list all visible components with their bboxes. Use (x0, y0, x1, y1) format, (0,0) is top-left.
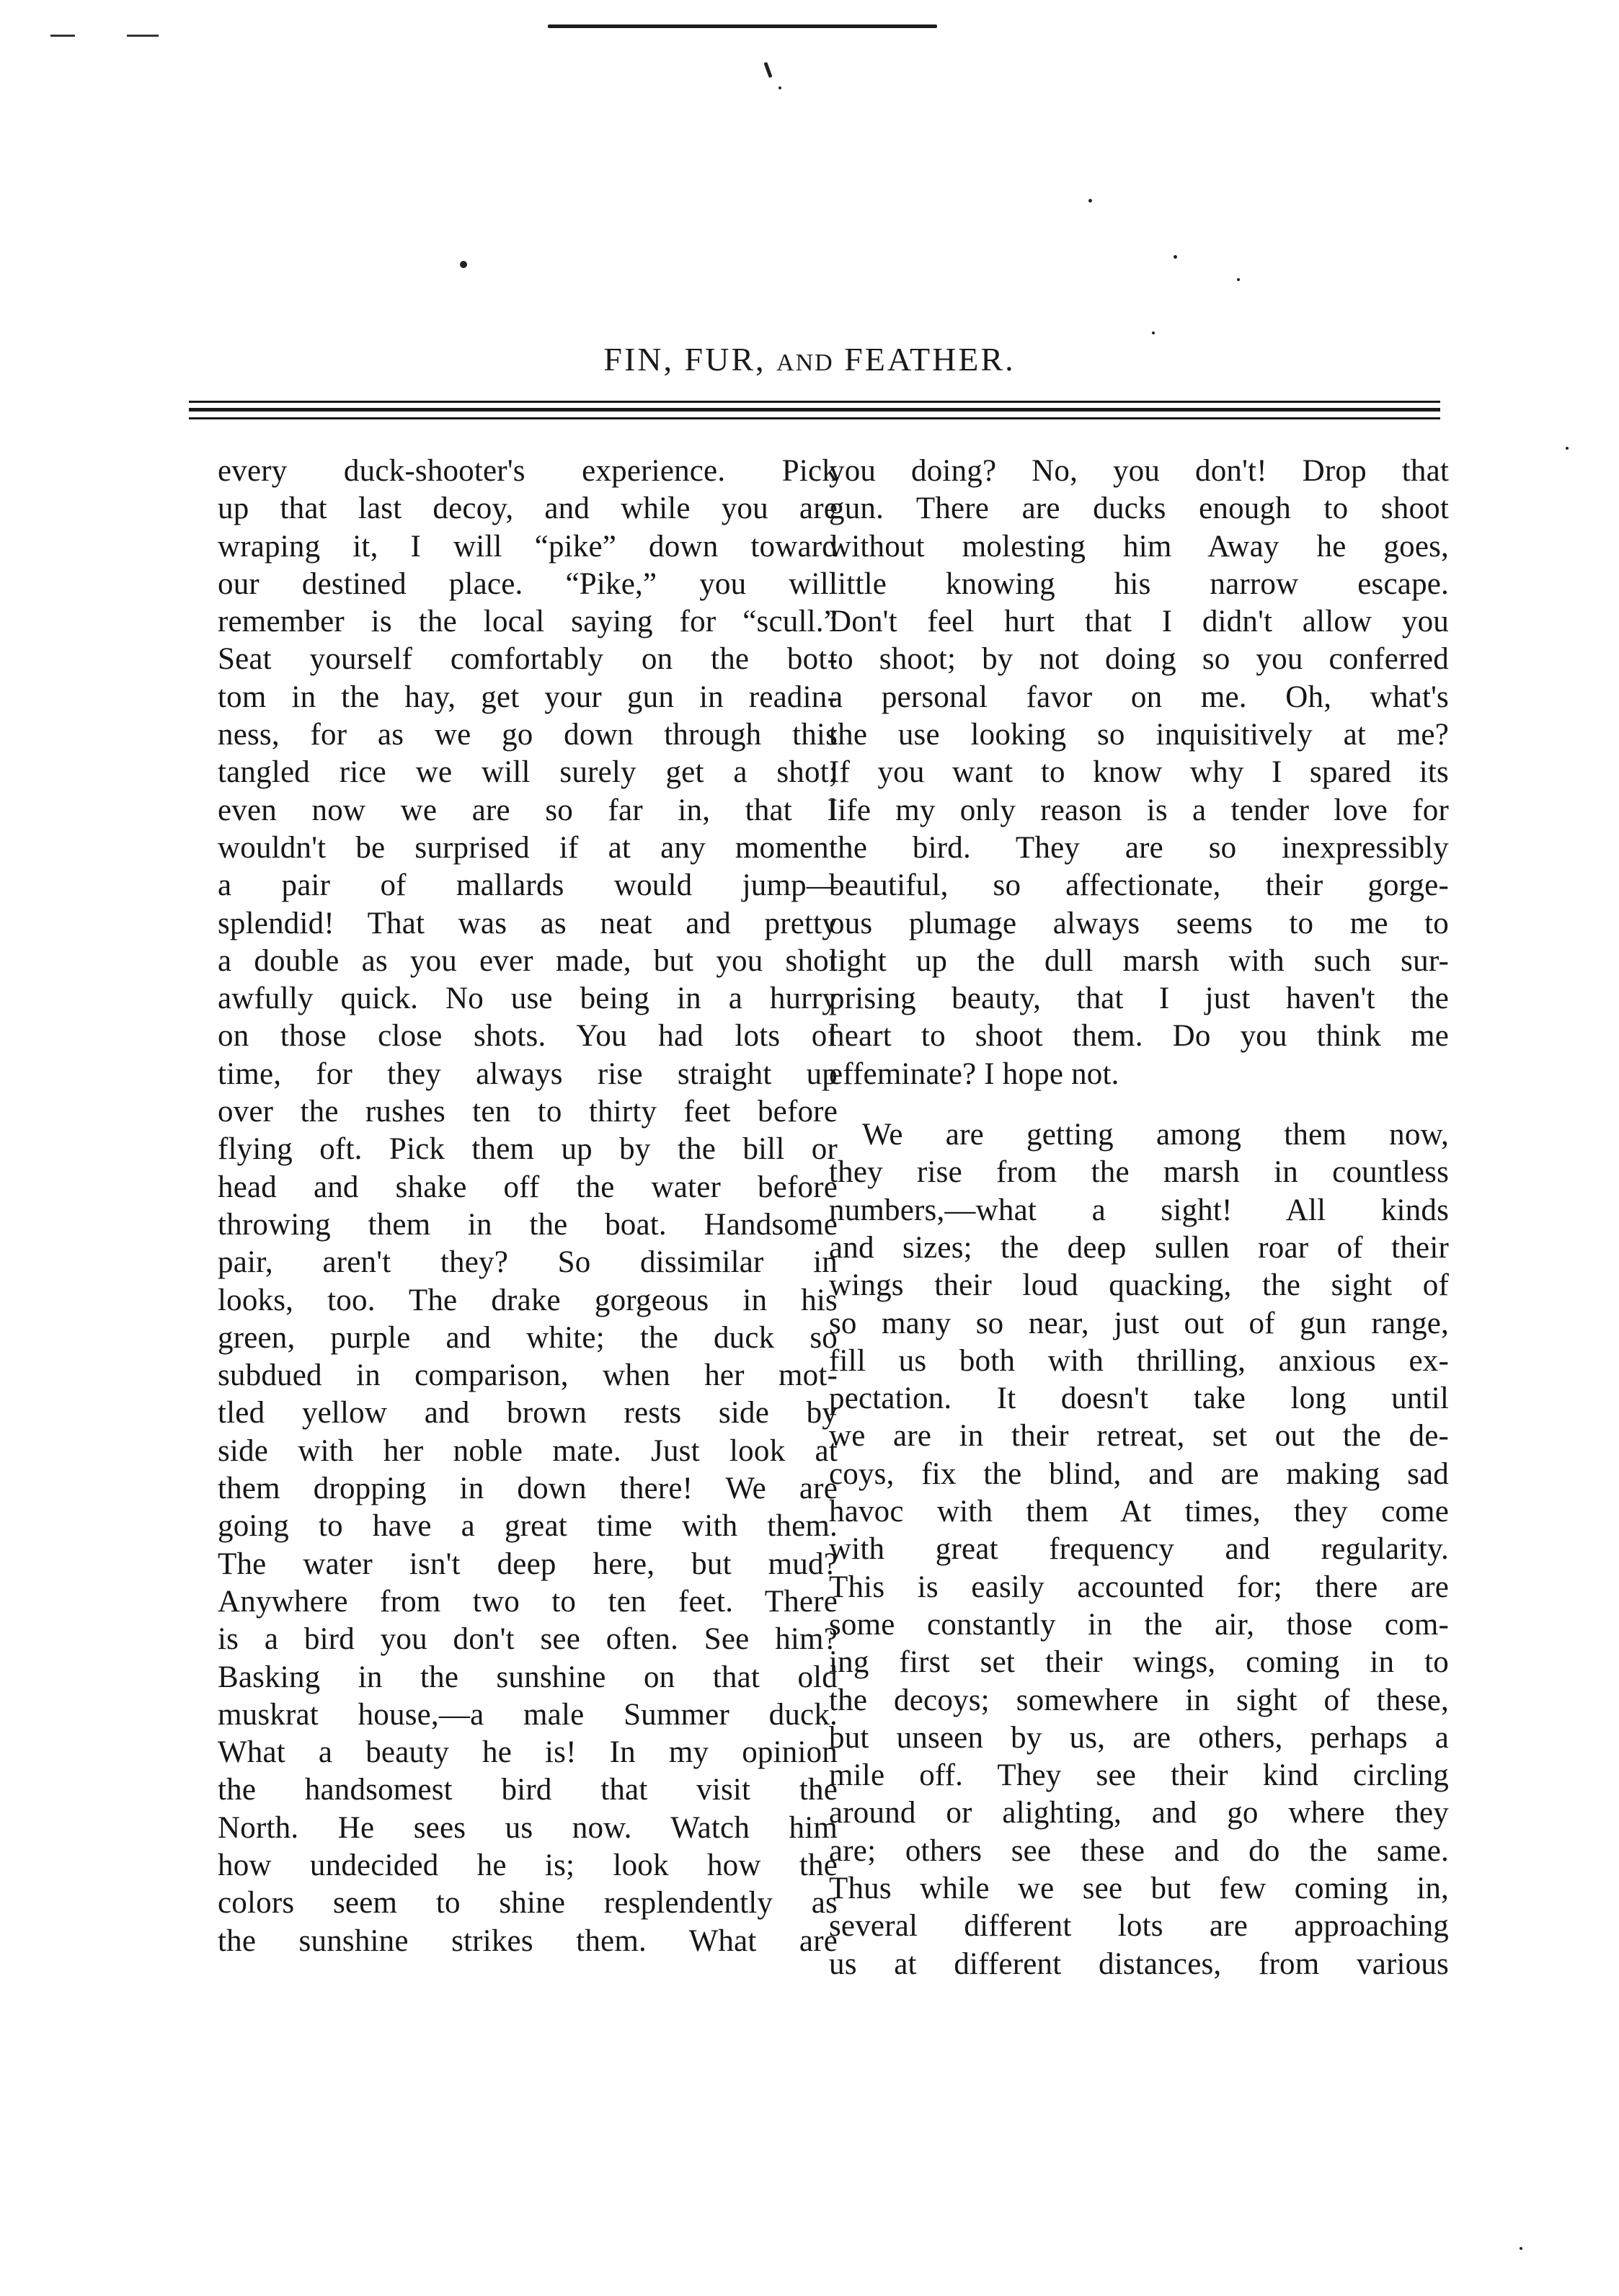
text-line: green, purple and white; the duck so (218, 1320, 838, 1355)
text-line: ing first set their wings, coming in to (829, 1645, 1449, 1680)
text-line: the decoys; somewhere in sight of these, (829, 1683, 1449, 1717)
text-line: up that last decoy, and while you are (218, 491, 838, 526)
text-line: so many so near, just out of gun range, (829, 1306, 1449, 1340)
text-line: tangled rice we will surely get a shot; (218, 755, 838, 790)
text-line: muskrat house,—a male Summer duck. (218, 1697, 838, 1732)
running-head-title-end: FEATHER. (844, 341, 1016, 378)
text-line: going to have a great time with them. (218, 1509, 838, 1544)
text-line: Don't feel hurt that I didn't allow you (829, 605, 1449, 639)
text-line: numbers,—what a sight! All kinds (829, 1193, 1449, 1227)
text-line: remember is the local saying for “scull.” (218, 605, 838, 639)
text-line: a pair of mallards would jump— (218, 868, 838, 903)
text-line: the bird. They are so inexpressibly (829, 830, 1449, 865)
text-line: coys, fix the blind, and are making sad (829, 1456, 1449, 1491)
text-line: is a bird you don't see often. See him? (218, 1622, 838, 1657)
text-line: throwing them in the boat. Handsome (218, 1207, 838, 1242)
text-line: wouldn't be surprised if at any moment (218, 830, 838, 865)
text-line: colors seem to shine resplendently as (218, 1886, 838, 1921)
right-paragraph-2 (829, 1116, 1449, 1983)
text-line: and sizes; the deep sullen roar of their (829, 1230, 1449, 1265)
header-rule-middle (189, 408, 1440, 411)
text-line: heart to shoot them. Do you think me (829, 1019, 1449, 1054)
text-line: pair, aren't they? So dissimilar in (218, 1245, 838, 1280)
text-line: a personal favor on me. Oh, what's (829, 680, 1449, 714)
edge-artifact (50, 35, 75, 37)
text-line: how undecided he is; look how the (218, 1848, 838, 1882)
text-line: North. He sees us now. Watch him (218, 1810, 838, 1845)
text-line: havoc with them At times, they come (829, 1495, 1449, 1529)
paragraph-gap (829, 1093, 1449, 1116)
text-line: beautiful, so affectionate, their gorge- (829, 868, 1449, 903)
header-rule-top (189, 401, 1440, 403)
header-rule-bottom (189, 417, 1440, 419)
speck (1088, 199, 1092, 203)
speck (1520, 2247, 1522, 2250)
speck (1152, 332, 1155, 334)
text-line: Thus while we see but few coming in, (829, 1871, 1449, 1905)
text-line: awfully quick. No use being in a hurry (218, 982, 838, 1016)
text-line: but unseen by us, are others, perhaps a (829, 1720, 1449, 1755)
right-column (829, 453, 1449, 1983)
text-line: our destined place. “Pike,” you will (218, 566, 838, 601)
text-line: Anywhere from two to ten feet. There (218, 1584, 838, 1619)
text-line: Seat yourself comfortably on the bot- (218, 642, 838, 677)
text-line: you doing? No, you don't! Drop that (829, 454, 1449, 488)
text-line: splendid! That was as neat and pretty (218, 906, 838, 940)
text-line: them dropping in down there! We are (218, 1472, 838, 1506)
text-line: without molesting him Away he goes, (829, 529, 1449, 564)
text-line: What a beauty he is! In my opinion (218, 1735, 838, 1770)
text-line: they rise from the marsh in countless (829, 1155, 1449, 1190)
text-line: over the rushes ten to thirty feet before (218, 1095, 838, 1129)
text-line: tled yellow and brown rests side by (218, 1396, 838, 1430)
text-line: prising beauty, that I just haven't the (829, 982, 1449, 1016)
left-column (218, 453, 838, 1960)
running-head-title: FIN, FUR, (603, 341, 766, 378)
text-line: tom in the hay, get your gun in readin- (218, 680, 838, 714)
text-line: the sunshine strikes them. What are (218, 1923, 838, 1958)
text-line: with great frequency and regularity. (829, 1532, 1449, 1567)
text-line: Basking in the sunshine on that old (218, 1660, 838, 1694)
text-line: around or alighting, and go where they (829, 1796, 1449, 1830)
text-line: several different lots are approaching (829, 1909, 1449, 1944)
text-line: little knowing his narrow escape. (829, 566, 1449, 601)
text-line: wraping it, I will “pike” down toward (218, 529, 838, 564)
text-line: This is easily accounted for; there are (829, 1570, 1449, 1604)
speck (1237, 278, 1240, 281)
text-line: us at different distances, from various (829, 1946, 1449, 1981)
top-rule (548, 25, 937, 28)
running-head (0, 340, 1619, 378)
running-head-and: AND (776, 350, 834, 376)
text-line: ness, for as we go down through this (218, 718, 838, 752)
text-line: some constantly in the air, those com- (829, 1607, 1449, 1642)
text-line: a double as you ever made, but you shot (218, 943, 838, 978)
text-line: the use looking so inquisitively at me? (829, 718, 1449, 752)
text-line: wings their loud quacking, the sight of (829, 1268, 1449, 1303)
text-line: effeminate? I hope not. (829, 1056, 1119, 1091)
speck (1566, 447, 1569, 450)
text-line: on those close shots. You had lots of (218, 1019, 838, 1054)
text-line: ous plumage always seems to me to (829, 906, 1449, 940)
right-paragraph-1 (829, 453, 1449, 1093)
text-line: every duck-shooter's experience. Pick (218, 454, 838, 488)
speck (460, 261, 467, 268)
text-line: pectation. It doesn't take long until (829, 1381, 1449, 1416)
text-line: subdued in comparison, when her mot- (218, 1358, 838, 1393)
text-line: we are in their retreat, set out the de- (829, 1419, 1449, 1454)
text-line: to shoot; by not doing so you conferred (829, 642, 1449, 677)
text-line: We are getting among them now, (862, 1118, 1449, 1152)
speck (763, 62, 772, 78)
speck (1174, 255, 1177, 259)
text-line: are; others see these and do the same. (829, 1833, 1449, 1868)
text-line: the handsomest bird that visit the (218, 1773, 838, 1807)
text-line: fill us both with thrilling, anxious ex- (829, 1343, 1449, 1378)
text-line: head and shake off the water before (218, 1170, 838, 1204)
text-line: gun. There are ducks enough to shoot (829, 491, 1449, 526)
text-line: life my only reason is a tender love for (829, 793, 1449, 827)
text-line: side with her noble mate. Just look at (218, 1433, 838, 1468)
text-line: looks, too. The drake gorgeous in his (218, 1283, 838, 1317)
text-line: flying oft. Pick them up by the bill or (218, 1132, 838, 1167)
text-line: even now we are so far in, that I (218, 793, 838, 827)
text-line: time, for they always rise straight up (218, 1056, 838, 1091)
text-line: light up the dull marsh with such sur- (829, 943, 1449, 978)
speck (779, 86, 781, 89)
edge-artifact (127, 35, 159, 37)
text-line: If you want to know why I spared its (829, 755, 1449, 790)
text-line: The water isn't deep here, but mud? (218, 1547, 838, 1581)
text-line: mile off. They see their kind circling (829, 1758, 1449, 1793)
